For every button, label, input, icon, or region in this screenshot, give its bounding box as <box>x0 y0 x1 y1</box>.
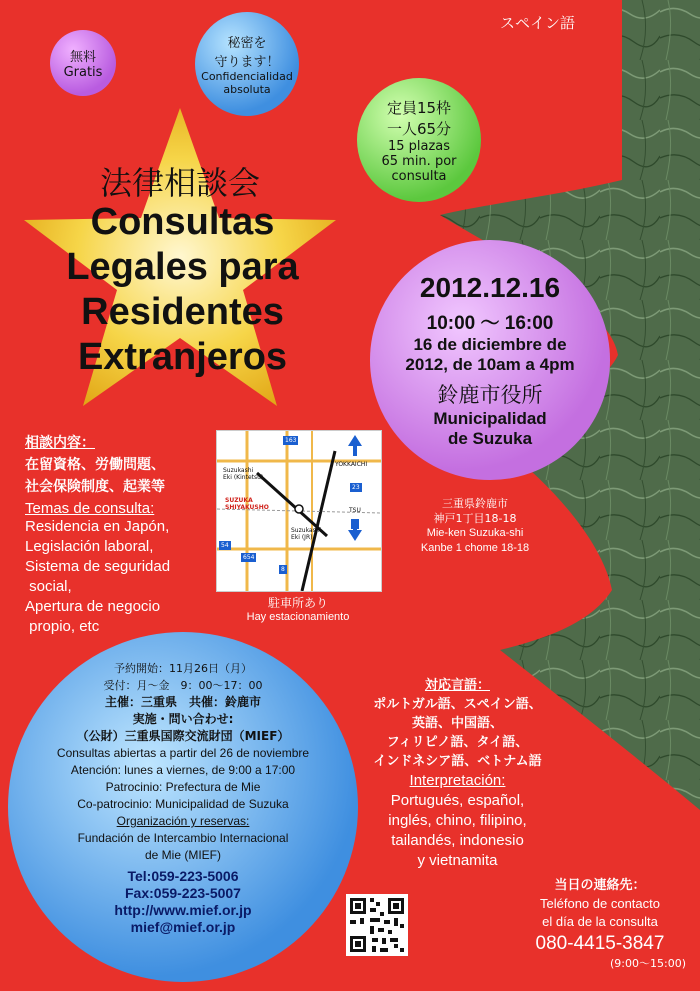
map-label-city-hall <box>225 497 269 511</box>
capacity-badge <box>357 78 481 202</box>
parking-ja: 駐車所あり <box>267 596 328 610</box>
map-label-jr <box>291 527 321 541</box>
topics-item-es: propio, etc <box>25 618 100 635</box>
event-time: 10:00 ～ 16:00 <box>426 312 554 334</box>
languages-block <box>340 676 575 871</box>
contact-heading: 実施・問い合わせ: <box>132 712 234 726</box>
event-venue-ja: 鈴鹿市役所 <box>437 382 543 407</box>
map-label-city-hall-1: SUZUKA <box>225 497 253 504</box>
free-es: Gratis <box>63 65 103 80</box>
topics-item-es: Legislación laboral, <box>25 538 154 555</box>
capacity-es-3: consulta <box>391 168 447 184</box>
location-map <box>216 430 382 592</box>
topics-heading-es: Temas de consulta: <box>25 500 155 517</box>
org-ja: （公財）三重県国際交流財団（MIEF） <box>76 729 290 743</box>
phone-number: Tel:059-223-5006 <box>127 868 239 884</box>
day-contact-phone[interactable]: 080-4415-3847 <box>535 933 665 954</box>
day-contact-block <box>510 876 690 971</box>
confidential-ja-2: 守ります！ <box>214 55 280 70</box>
parking-note <box>216 594 380 623</box>
free-ja: 無料 <box>69 50 96 65</box>
languages-item-ja: 英語、中国語、 <box>411 716 503 731</box>
capacity-es-2: 65 min. por <box>381 153 457 169</box>
map-label-kintetsu-1: Suzukashi <box>223 467 254 474</box>
map-label-kintetsu-2: Eki (Kintetsu) <box>223 474 264 481</box>
title-es-line: Legales para <box>66 246 299 288</box>
topics-item-es: Residencia en Japón, <box>25 518 170 535</box>
capacity-es-1: 15 plazas <box>387 138 451 154</box>
confidential-es-1: Confidencialidad <box>201 70 293 83</box>
day-contact-hours: (9:00～15:00) <box>610 957 686 970</box>
address-es-1: Mie-ken Suzuka-shi <box>426 527 524 539</box>
patron: Patrocinio: Prefectura de Mie <box>105 780 261 794</box>
confidential-es-2: absoluta <box>223 83 271 96</box>
address-ja-1: 三重県鈴鹿市 <box>442 497 508 510</box>
route-badge-163: 163 <box>285 437 297 444</box>
map-label-city-hall-2: SHIYAKUSHO <box>225 504 269 511</box>
free-badge <box>50 30 116 96</box>
info-circle <box>8 632 358 982</box>
event-date-es-2: 2012, de 10am a 4pm <box>405 354 575 374</box>
confidential-ja-1: 秘密を <box>227 36 267 51</box>
copatron: Co-patrocinio: Municipalidad de Suzuka <box>77 797 289 811</box>
languages-item-ja: ポルトガル語、スペイン語、 <box>373 697 542 712</box>
org-heading-es: Organización y reservas: <box>116 814 250 828</box>
title-es-line: Residentes <box>81 291 284 333</box>
route-badge-8: 8 <box>281 566 285 573</box>
event-date-es-1: 16 de diciembre de <box>413 334 567 354</box>
fax-number: Fax:059-223-5007 <box>125 885 241 901</box>
languages-item-es: inglés, chino, filipino, <box>388 812 527 829</box>
capacity-ja-1: 定員15枠 <box>386 98 452 117</box>
languages-item-ja: インドネシア語、ベトナム語 <box>373 754 542 769</box>
route-badge-54: 54 <box>221 542 229 549</box>
languages-heading-es: Interpretación: <box>409 772 506 789</box>
topics-item-es: Apertura de negocio <box>25 598 161 615</box>
open-es: Consultas abiertas a partir del 26 de noviembre <box>56 746 310 760</box>
map-label-jr-2: Eki (JR) <box>291 534 313 541</box>
topics-item-ja: 在留資格、労働問題、 <box>25 457 165 473</box>
languages-item-es: tailandés, indonesio <box>391 832 524 849</box>
topics-item-es: social, <box>25 578 72 595</box>
qr-code[interactable] <box>346 894 408 956</box>
title-ja: 法律相談会 <box>99 164 260 202</box>
email-link[interactable]: mief@mief.or.jp <box>130 919 236 935</box>
event-date: 2012.12.16 <box>419 271 561 303</box>
title-es <box>10 200 355 380</box>
org-es-2: de Mie (MIEF) <box>144 848 221 862</box>
capacity-ja-2: 一人65分 <box>386 119 452 138</box>
day-contact-es-2: el día de la consulta <box>542 914 658 929</box>
topics-block <box>25 432 225 637</box>
event-venue-es-1: Municipalidad <box>433 408 547 428</box>
address-ja-2: 神戸1丁目18-18 <box>433 512 517 525</box>
map-label-yokkaichi: YOKKAICHI <box>335 461 368 468</box>
languages-item-es: Portugués, español, <box>390 792 525 809</box>
map-label-jr-1: Suzukashi <box>291 527 322 534</box>
reception-hours: 受付：月～金 9：00～17：00 <box>103 679 263 692</box>
languages-item-es: y vietnamita <box>417 852 498 869</box>
address-block <box>400 496 550 556</box>
route-badge-23: 23 <box>352 484 360 491</box>
topics-heading-ja: 相談内容： <box>25 435 95 451</box>
languages-heading-ja: 対応言語： <box>424 678 490 693</box>
topics-item-ja: 社会保険制度、起業等 <box>25 479 165 495</box>
title-es-line: Consultas <box>90 201 275 243</box>
address-es-2: Kanbe 1 chome 18-18 <box>420 542 530 554</box>
topics-item-es: Sistema de seguridad <box>25 558 171 575</box>
parking-es: Hay estacionamiento <box>246 611 350 623</box>
hours-es: Atención: lunes a viernes, de 9:00 a 17:00 <box>70 763 296 777</box>
day-contact-heading: 当日の連絡先： <box>554 878 646 893</box>
website-link[interactable]: http://www.mief.or.jp <box>114 902 252 918</box>
day-contact-es-1: Teléfono de contacto <box>540 896 660 911</box>
map-label-kintetsu <box>223 467 263 481</box>
map-label-tsu: TSU <box>349 507 361 514</box>
event-circle <box>370 240 610 480</box>
languages-item-ja: フィリピノ語、タイ語、 <box>386 735 529 750</box>
event-venue-es-2: de Suzuka <box>447 428 533 448</box>
reservation-start: 予約開始：11月26日（月） <box>114 662 252 675</box>
language-tag: スペイン語 <box>500 14 576 32</box>
route-badge-654: 654 <box>243 554 255 561</box>
title-es-line: Extranjeros <box>77 336 288 378</box>
sponsor: 主催：三重県 共催：鈴鹿市 <box>104 695 261 709</box>
org-es-1: Fundación de Intercambio Internacional <box>77 831 289 845</box>
